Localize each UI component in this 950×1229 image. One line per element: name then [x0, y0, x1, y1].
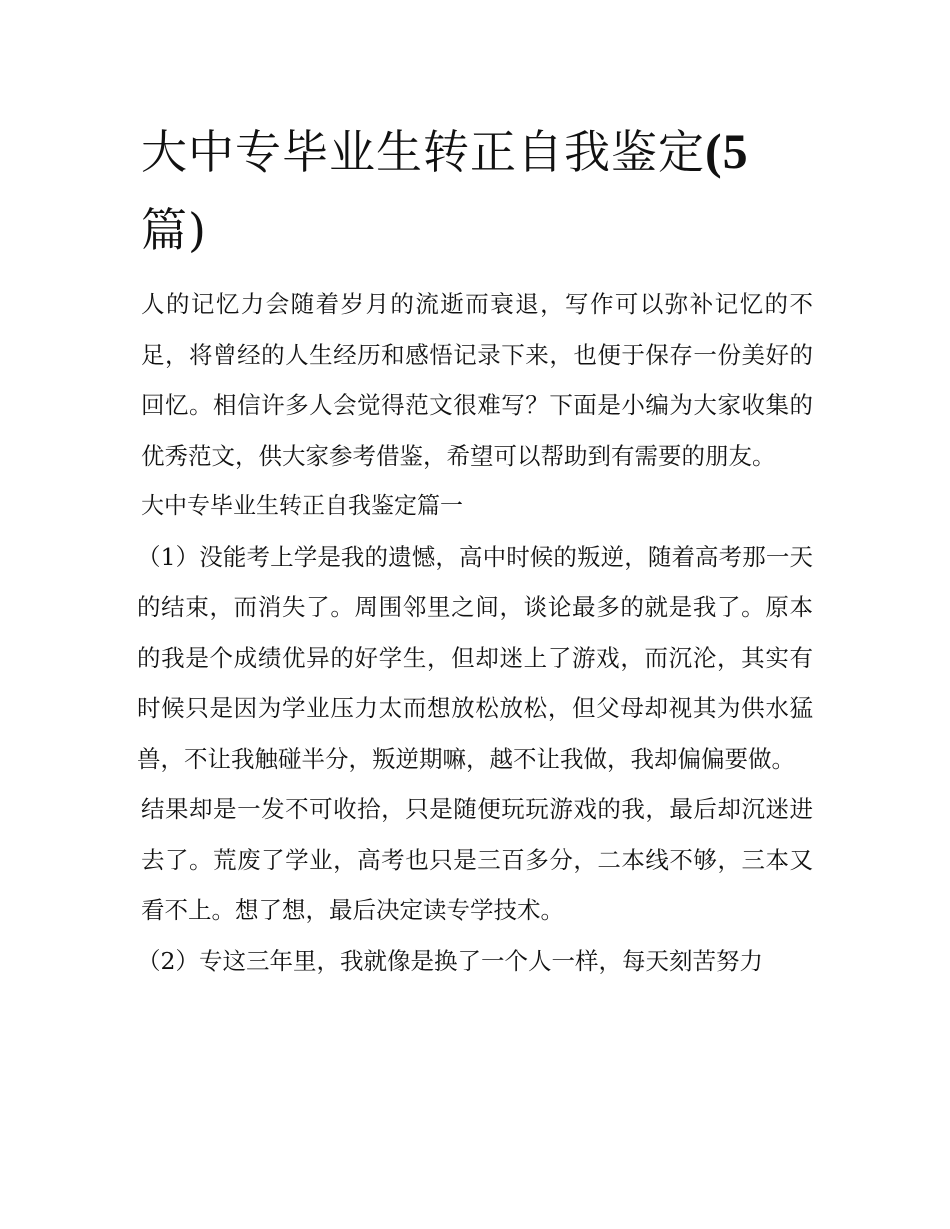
document-title: [141, 112, 813, 269]
title-second-line: 篇): [141, 203, 207, 257]
title-paren: (5: [705, 123, 749, 179]
intro-paragraph: 人的记忆力会随着岁月的流逝而衰退，写作可以弥补记忆的不足，将曾经的人生经历和感悟记录下来，也便于保存一份美好的回忆。相信许多人会觉得范文很难写？下面是小编为大家收集的优秀范文，供大家参考借鉴，希望可以帮助到有需要的朋友。: [141, 290, 813, 470]
document-content: [137, 112, 813, 986]
body-paragraph-1: （1）没能考上学是我的遗憾，高中时候的叛逆，随着高考那一天的结束，而消失了。周围邻里之间，谈论最多的就是我了。原本的我是个成绩优异的好学生，但却迷上了游戏，而沉沦，其实有时候只是因为学业压力太而想放松放松，但父母却视其为供水猛兽，不让我触碰半分，叛逆期嘛，越不让我做，我却偏偏要做。: [137, 542, 813, 773]
title-main: 大中专毕业生转正自我鉴定: [141, 125, 705, 179]
body-paragraph-3: （2）专这三年里，我就像是换了一个人一样，每天刻苦努力: [137, 946, 763, 975]
body-paragraph-2: 结果却是一发不可收拾，只是随便玩玩游戏的我，最后却沉迷进去了。荒废了学业，高考也只是三百多分，二本线不够，三本又看不上。想了想，最后决定读专学技术。: [141, 795, 813, 924]
section-heading: 大中专毕业生转正自我鉴定篇一: [141, 493, 463, 519]
